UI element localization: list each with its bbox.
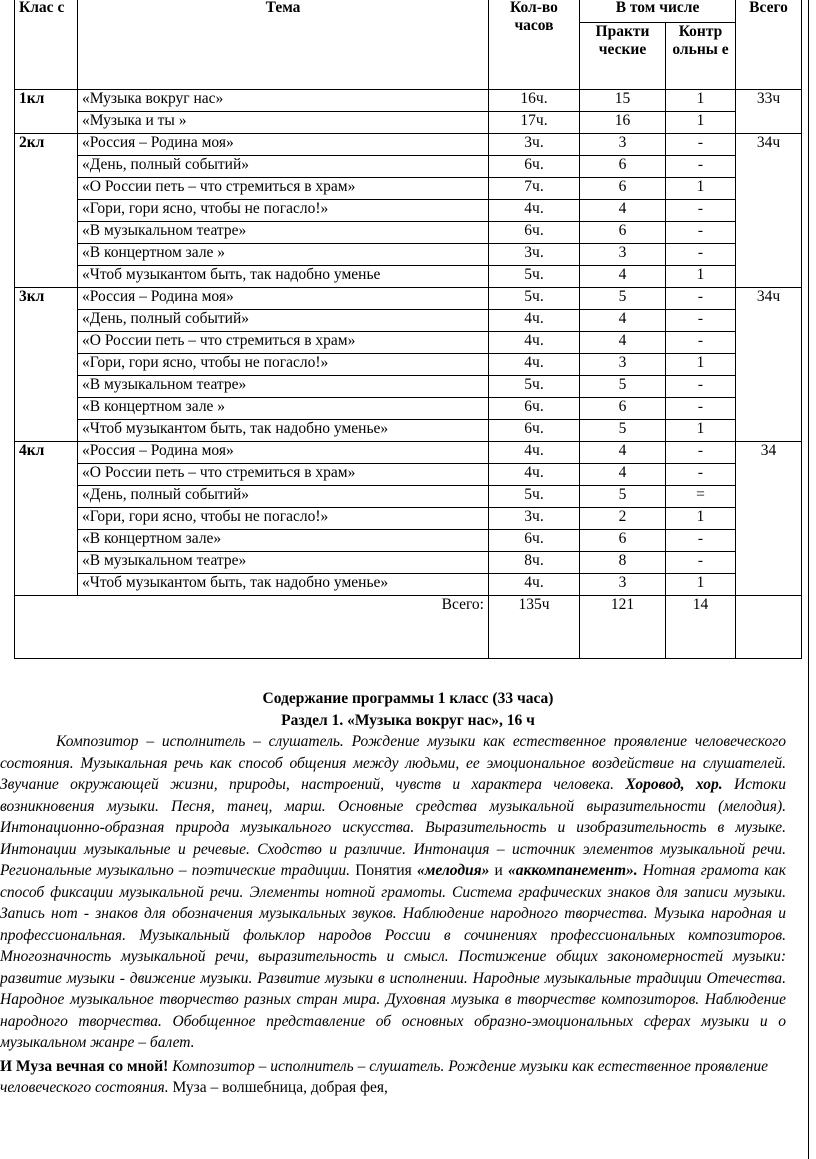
topic-cell: «Россия – Родина моя» — [78, 134, 489, 156]
practical-cell: 4 — [580, 310, 666, 332]
class-cell: 4кл — [15, 442, 78, 596]
topic-cell: «В концертном зале » — [78, 398, 489, 420]
header-class: Клас с — [15, 0, 78, 90]
hours-cell: 5ч. — [489, 486, 580, 508]
class-cell: 2кл — [15, 134, 78, 288]
header-including: В том числе — [580, 0, 736, 23]
hours-cell: 6ч. — [489, 398, 580, 420]
practical-cell: 3 — [580, 574, 666, 596]
para-part-3: Нотная грамота как способ фиксации музыкальной речи. Элементы нотной грамоты. Система графических знаков для записи музыки. Запись нот - знаков для обозначения музыкальных звуков. Наблюдение народного творчества. Музыка народная и профессиональная. Музыкальный фольклор народов России в сочинениях профессиональных композиторов. Многозначность музыкальной речи, выразительность и смысл. Постижение общих закономерностей музыки: развитие музыки - движение музыки. Развитие музыки в исполнении. Народные музыкальные традиции Отечества. Народное музыкальное творчество разных стран мира. Духовная музыка в творчестве композиторов. Наблюдение народного творчества. Обобщенное представление об основных образно-эмоциональных сферах музыки и о музыкальном жанре – балет. — [0, 862, 787, 1051]
topic-cell: «Чтоб музыкантом быть, так надобно уменье — [78, 266, 489, 288]
para-concepts-label: Понятия — [355, 862, 412, 879]
control-cell: - — [666, 310, 736, 332]
control-cell: - — [666, 464, 736, 486]
topic-cell: «Чтоб музыкантом быть, так надобно уменье» — [78, 574, 489, 596]
table-row — [15, 156, 802, 178]
topic-cell: «Чтоб музыкантом быть, так надобно уменье» — [78, 420, 489, 442]
hours-cell: 4ч. — [489, 310, 580, 332]
total-cell: 34 — [736, 442, 802, 596]
hours-cell: 6ч. — [489, 222, 580, 244]
table-row — [15, 112, 802, 134]
table-row — [15, 178, 802, 200]
para-bold-term: Хоровод, хор. — [625, 776, 723, 793]
topic-cell: «В концертном зале» — [78, 530, 489, 552]
header-total: Всего — [736, 0, 802, 90]
topic-cell: «В концертном зале » — [78, 244, 489, 266]
table-row — [15, 332, 802, 354]
practical-cell: 4 — [580, 332, 666, 354]
practical-cell: 8 — [580, 552, 666, 574]
content-heading: Содержание программы 1 класс (33 часа) — [262, 690, 554, 707]
totals-control: 14 — [666, 596, 736, 659]
practical-cell: 6 — [580, 222, 666, 244]
hours-cell: 4ч. — [489, 442, 580, 464]
control-cell: - — [666, 376, 736, 398]
topic-cell: «О России петь – что стремиться в храм» — [78, 464, 489, 486]
topic-cell: «Гори, гори ясно, чтобы не погасло!» — [78, 354, 489, 376]
hours-cell: 16ч. — [489, 90, 580, 112]
control-cell: - — [666, 200, 736, 222]
topic-cell: «О России петь – что стремиться в храм» — [78, 332, 489, 354]
control-cell: - — [666, 288, 736, 310]
topic-cell: «Музыка и ты » — [78, 112, 489, 134]
control-cell: 1 — [666, 112, 736, 134]
topic-cell: «День, полный событий» — [78, 156, 489, 178]
section-description — [0, 731, 816, 1054]
topic-cell: «В музыкальном театре» — [78, 222, 489, 244]
practical-cell: 2 — [580, 508, 666, 530]
topic-cell: «Россия – Родина моя» — [78, 288, 489, 310]
total-cell: 33ч — [736, 90, 802, 134]
para-and: и — [494, 862, 503, 879]
table-row — [15, 244, 802, 266]
header-topic: Тема — [78, 0, 489, 90]
page-border-line — [808, 0, 809, 1159]
hours-cell: 4ч. — [489, 464, 580, 486]
table-row — [15, 354, 802, 376]
table-row — [15, 398, 802, 420]
practical-cell: 3 — [580, 354, 666, 376]
control-cell: - — [666, 244, 736, 266]
practical-cell: 5 — [580, 376, 666, 398]
practical-cell: 3 — [580, 244, 666, 266]
topic-cell: «Музыка вокруг нас» — [78, 90, 489, 112]
table-row — [15, 200, 802, 222]
table-row — [15, 288, 802, 310]
hours-cell: 3ч. — [489, 244, 580, 266]
table-row — [15, 420, 802, 442]
hours-cell: 6ч. — [489, 420, 580, 442]
control-cell: - — [666, 222, 736, 244]
topic-cell: «Гори, гори ясно, чтобы не погасло!» — [78, 508, 489, 530]
hours-cell: 3ч. — [489, 134, 580, 156]
practical-cell: 6 — [580, 398, 666, 420]
header-control: Контр ольны е — [666, 23, 736, 90]
topic-cell: «Россия – Родина моя» — [78, 442, 489, 464]
table-row — [15, 530, 802, 552]
control-cell: 1 — [666, 354, 736, 376]
class-cell: 3кл — [15, 288, 78, 442]
hours-cell: 5ч. — [489, 288, 580, 310]
table-row — [15, 90, 802, 112]
control-cell: 1 — [666, 178, 736, 200]
hours-cell: 5ч. — [489, 376, 580, 398]
curriculum-table — [14, 0, 802, 659]
hours-cell: 8ч. — [489, 552, 580, 574]
table-row — [15, 222, 802, 244]
totals-empty — [736, 596, 802, 659]
totals-row — [15, 596, 802, 659]
topic-cell: «День, полный событий» — [78, 310, 489, 332]
topic-cell: «В музыкальном театре» — [78, 376, 489, 398]
muse-italic-text: Композитор – исполнитель – слушатель. Рождение музыки как естественное проявление человеческого состояния. — [0, 1057, 769, 1096]
para-term-accompaniment: «аккомпанемент». — [507, 862, 638, 879]
topic-cell: «О России петь – что стремиться в храм» — [78, 178, 489, 200]
muse-text: Муза – волшебница, добрая фея, — [172, 1079, 388, 1096]
topic-cell: «В музыкальном театре» — [78, 552, 489, 574]
practical-cell: 5 — [580, 486, 666, 508]
practical-cell: 4 — [580, 266, 666, 288]
hours-cell: 4ч. — [489, 200, 580, 222]
practical-cell: 4 — [580, 200, 666, 222]
section-heading: Раздел 1. «Музыка вокруг нас», 16 ч — [281, 711, 535, 729]
control-cell: - — [666, 156, 736, 178]
para-part-2: Истоки возникновения музыки. Песня, танец, марш. Основные средства музыкальной выразительности (мелодия). Интонационно-образная природа музыкального искусства. Выразительность и изобразительность в музыке. Интонации музыкальные и речевые. Сходство и различие. Интонация – источник элементов музыкальной речи. Региональные музыкально – поэтические традиции. — [0, 776, 786, 879]
practical-cell: 15 — [580, 90, 666, 112]
table-row — [15, 552, 802, 574]
table-row — [15, 486, 802, 508]
muse-paragraph — [0, 1054, 816, 1099]
practical-cell: 5 — [580, 420, 666, 442]
practical-cell: 4 — [580, 464, 666, 486]
control-cell: 1 — [666, 574, 736, 596]
header-practical: Практи ческие — [580, 23, 666, 90]
table-row — [15, 508, 802, 530]
control-cell: 1 — [666, 508, 736, 530]
hours-cell: 6ч. — [489, 156, 580, 178]
para-part-1: Композитор – исполнитель – слушатель. Рождение музыки как естественное проявление человеческого состояния. Музыкальная речь как способ общения между людьми, ее эмоциональное воздействие на слушателей. Звучание окружающей жизни, природы, настроений, чувств и характера человека. — [0, 733, 786, 793]
class-cell: 1кл — [15, 90, 78, 134]
practical-cell: 16 — [580, 112, 666, 134]
hours-cell: 7ч. — [489, 178, 580, 200]
topic-cell: «Гори, гори ясно, чтобы не погасло!» — [78, 200, 489, 222]
control-cell: - — [666, 442, 736, 464]
table-row — [15, 134, 802, 156]
practical-cell: 3 — [580, 134, 666, 156]
total-cell: 34ч — [736, 288, 802, 442]
control-cell: 1 — [666, 266, 736, 288]
table-row — [15, 574, 802, 596]
control-cell: 1 — [666, 420, 736, 442]
practical-cell: 6 — [580, 530, 666, 552]
table-row — [15, 310, 802, 332]
control-cell: 1 — [666, 90, 736, 112]
table-row — [15, 464, 802, 486]
hours-cell: 5ч. — [489, 266, 580, 288]
hours-cell: 4ч. — [489, 574, 580, 596]
hours-cell: 17ч. — [489, 112, 580, 134]
totals-practical: 121 — [580, 596, 666, 659]
topic-cell: «День, полный событий» — [78, 486, 489, 508]
control-cell: - — [666, 398, 736, 420]
control-cell: - — [666, 530, 736, 552]
program-content — [0, 688, 816, 1099]
hours-cell: 4ч. — [489, 354, 580, 376]
control-cell: = — [666, 486, 736, 508]
practical-cell: 5 — [580, 288, 666, 310]
totals-hours: 135ч — [489, 596, 580, 659]
control-cell: - — [666, 134, 736, 156]
hours-cell: 4ч. — [489, 332, 580, 354]
practical-cell: 6 — [580, 178, 666, 200]
header-hours: Кол-во часов — [489, 0, 580, 90]
control-cell: - — [666, 552, 736, 574]
control-cell: - — [666, 332, 736, 354]
totals-label: Всего: — [15, 596, 489, 659]
practical-cell: 4 — [580, 442, 666, 464]
total-cell: 34ч — [736, 134, 802, 288]
table-row — [15, 266, 802, 288]
hours-cell: 3ч. — [489, 508, 580, 530]
table-row — [15, 376, 802, 398]
para-term-melody: «мелодия» — [416, 862, 490, 879]
hours-cell: 6ч. — [489, 530, 580, 552]
practical-cell: 6 — [580, 156, 666, 178]
muse-heading: И Муза вечная со мной! — [0, 1057, 169, 1075]
table-row — [15, 442, 802, 464]
